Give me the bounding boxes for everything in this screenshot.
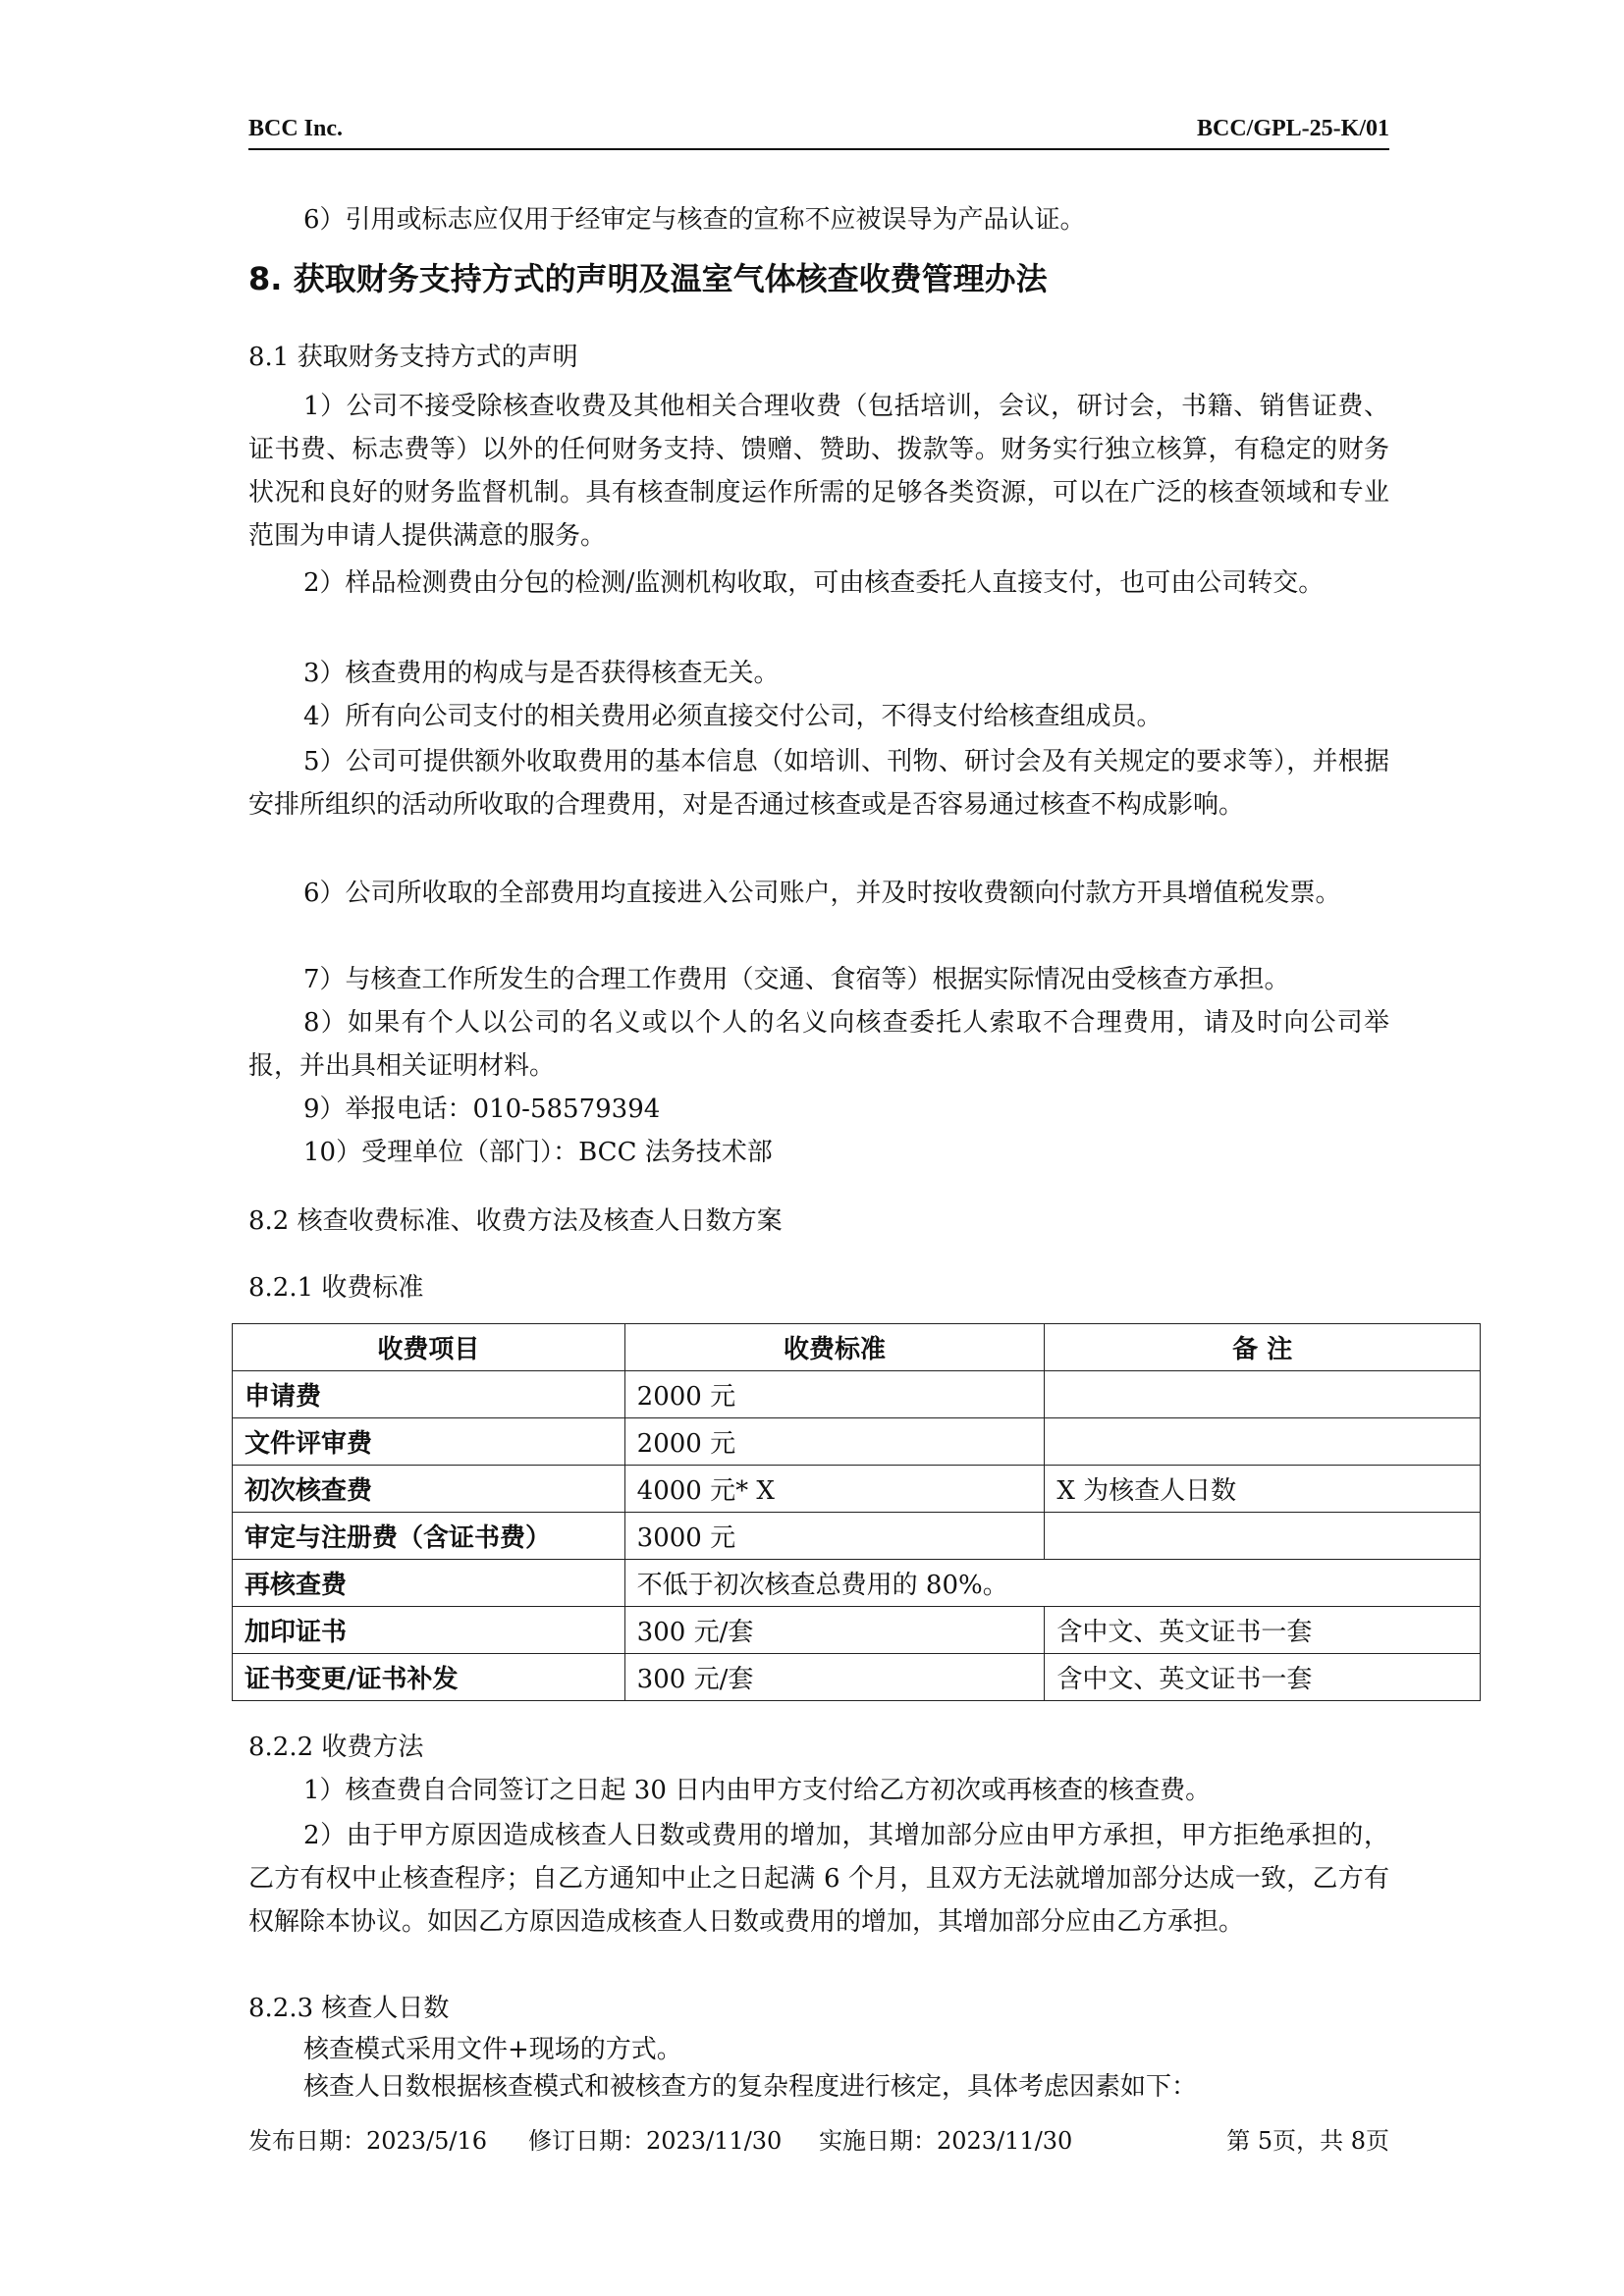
fee-standard: 2000 元 [624, 1371, 1045, 1418]
fee-note [1045, 1513, 1481, 1560]
header-company: BCC Inc. [248, 116, 344, 141]
fee-note: 含中文、英文证书一套 [1045, 1607, 1481, 1654]
s81-item-2: 2）样品检测费由分包的检测/监测机构收取，可由核查委托人直接支付，也可由公司转交。 [303, 568, 1325, 598]
table-row [233, 1560, 1481, 1607]
header-rule [248, 148, 1389, 150]
fee-standard: 不低于初次核查总费用的 80%。 [624, 1560, 1480, 1607]
fee-standard-table [232, 1323, 1481, 1701]
section-8-1-title: 8.1 获取财务支持方式的声明 [248, 343, 578, 372]
s81-item-4: 4）所有向公司支付的相关费用必须直接交付公司，不得支付给核查组成员。 [303, 702, 1163, 731]
s81-item-8: 8）如果有个人以公司的名义或以个人的名义向核查委托人索取不合理费用，请及时向公司举报，并出具相关证明材料。 [248, 1008, 1389, 1081]
fee-standard: 2000 元 [624, 1418, 1045, 1466]
fee-item: 证书变更/证书补发 [233, 1654, 625, 1701]
fee-note [1045, 1418, 1481, 1466]
table-row [233, 1607, 1481, 1654]
fee-item: 加印证书 [233, 1607, 625, 1654]
section-8-2-3-title: 8.2.3 核查人日数 [248, 1994, 450, 2023]
fee-item: 文件评审费 [233, 1418, 625, 1466]
s81-item-10: 10）受理单位（部门）：BCC 法务技术部 [303, 1138, 773, 1167]
fee-item: 再核查费 [233, 1560, 625, 1607]
section-8-2-title: 8.2 核查收费标准、收费方法及核查人日数方案 [248, 1206, 783, 1236]
table-row [233, 1513, 1481, 1560]
fee-standard: 300 元/套 [624, 1607, 1045, 1654]
fee-item: 初次核查费 [233, 1466, 625, 1513]
header-doc-code: BCC/GPL-25-K/01 [1197, 116, 1389, 141]
s81-item-7: 7）与核查工作所发生的合理工作费用（交通、食宿等）根据实际情况由受核查方承担。 [303, 965, 1290, 994]
s81-item-5: 5）公司可提供额外收取费用的基本信息（如培训、刊物、研讨会及有关规定的要求等），并根据安排所组织的活动所收取的合理费用，对是否通过核查或是否容易通过核查不构成影响。 [248, 747, 1389, 820]
s81-item-6: 6）公司所收取的全部费用均直接进入公司账户，并及时按收费额向付款方开具增值税发票。 [303, 879, 1341, 908]
s822-item-2: 2）由于甲方原因造成核查人日数或费用的增加，其增加部分应由甲方承担，甲方拒绝承担的，乙方有权中止核查程序；自乙方通知中止之日起满 6 个月，且双方无法就增加部分达成一致，乙方有权解除本协议。如因乙方原因造成核查人日数或费用的增加，其增加部分应由乙方承担。 [248, 1821, 1389, 1937]
fee-note: 含中文、英文证书一套 [1045, 1654, 1481, 1701]
fee-standard: 300 元/套 [624, 1654, 1045, 1701]
fee-note: X 为核查人日数 [1045, 1466, 1481, 1513]
table-header-row [233, 1324, 1481, 1371]
fee-item: 审定与注册费（含证书费） [233, 1513, 625, 1560]
s823-item-1: 核查模式采用文件+现场的方式。 [303, 2035, 682, 2064]
footer-page-number: 第 5页，共 8页 [1226, 2127, 1389, 2155]
s823-item-2: 核查人日数根据核查模式和被核查方的复杂程度进行核定，具体考虑因素如下： [303, 2072, 1198, 2102]
fee-standard: 4000 元* X [624, 1466, 1045, 1513]
table-row [233, 1371, 1481, 1418]
table-row [233, 1654, 1481, 1701]
table-row [233, 1466, 1481, 1513]
fee-item: 申请费 [233, 1371, 625, 1418]
intro-line: 6）引用或标志应仅用于经审定与核查的宣称不应被误导为产品认证。 [303, 205, 1086, 235]
fee-standard: 3000 元 [624, 1513, 1045, 1560]
table-header-cell: 收费标准 [624, 1324, 1045, 1371]
page-header [248, 116, 1389, 149]
footer-effective-date: 实施日期：2023/11/30 [819, 2127, 1073, 2155]
fee-note [1045, 1371, 1481, 1418]
section-8-title: 8. 获取财务支持方式的声明及温室气体核查收费管理办法 [248, 260, 1048, 297]
s822-item-1: 1）核查费自合同签订之日起 30 日内由甲方支付给乙方初次或再核查的核查费。 [303, 1776, 1212, 1805]
s81-item-1: 1）公司不接受除核查收费及其他相关合理收费（包括培训，会议，研讨会，书籍、销售证费、证书费、标志费等）以外的任何财务支持、馈赠、赞助、拨款等。财务实行独立核算，有稳定的财务状况和良好的财务监督机制。具有核查制度运作所需的足够各类资源，可以在广泛的核查领域和专业范围为申请人提供满意的服务。 [248, 392, 1389, 551]
s81-item-9: 9）举报电话：010-58579394 [303, 1095, 661, 1124]
section-8-2-1-title: 8.2.1 收费标准 [248, 1273, 424, 1303]
footer-issue-date: 发布日期：2023/5/16 [248, 2127, 488, 2155]
table-row [233, 1418, 1481, 1466]
table-header-cell: 收费项目 [233, 1324, 625, 1371]
footer-revise-date: 修订日期：2023/11/30 [528, 2127, 783, 2155]
s81-item-3: 3）核查费用的构成与是否获得核查无关。 [303, 659, 780, 688]
section-8-2-2-title: 8.2.2 收费方法 [248, 1733, 424, 1762]
table-header-cell: 备 注 [1045, 1324, 1481, 1371]
